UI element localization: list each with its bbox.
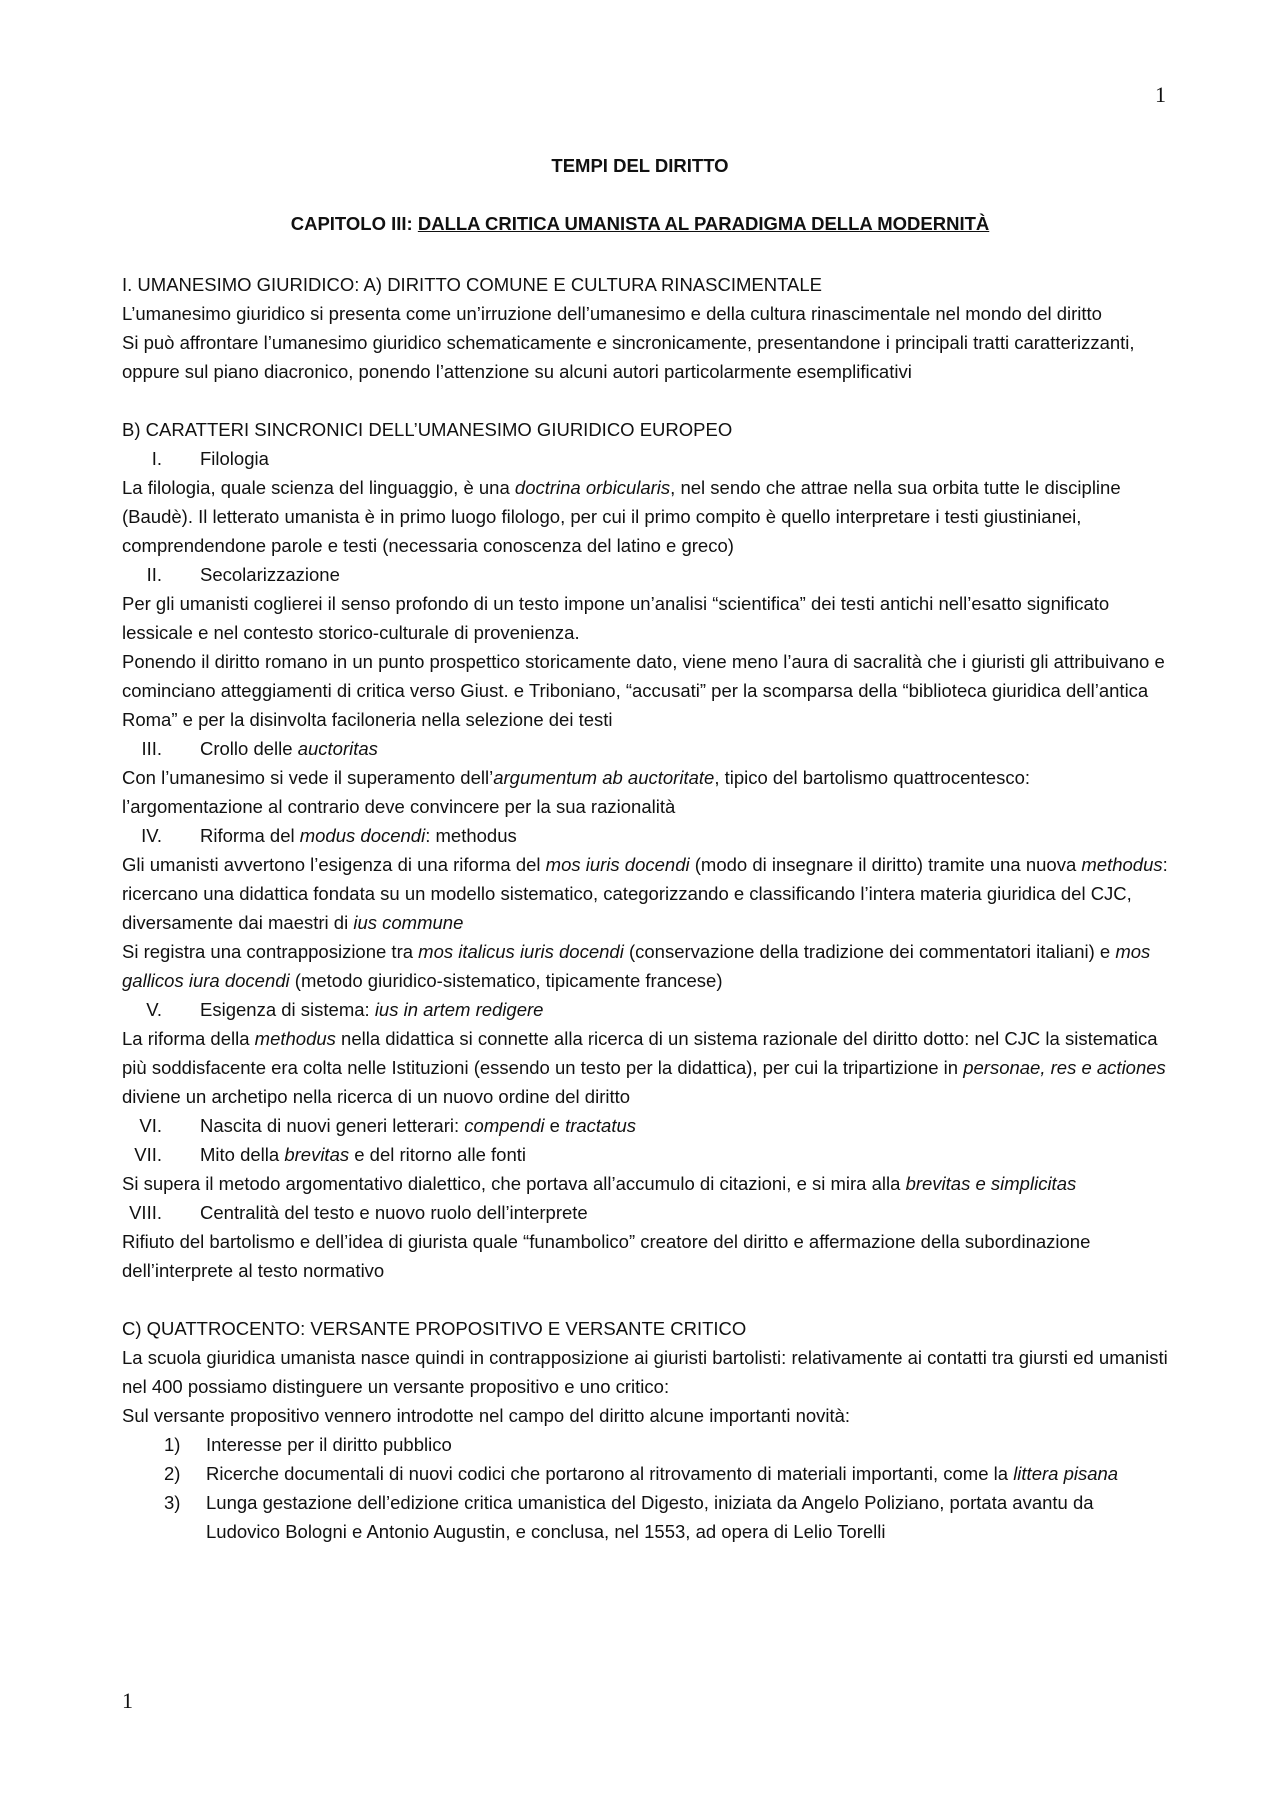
subheading-text: e	[544, 1115, 566, 1136]
italic-text: modus docendi	[299, 825, 426, 846]
page-number-bottom: 1	[122, 1688, 133, 1713]
text: nella didattica si connette alla ricerca di un sistema razionale del diritto dotto: nel CJC la sistematica più soddisfacente era colta nelle Istituzioni (essendo un testo per la didattica), per cui la tripartizione in	[122, 1028, 1158, 1078]
paragraph-brevitas	[122, 1169, 1172, 1198]
paragraph-filologia	[122, 473, 1172, 560]
list-number: 2)	[164, 1463, 181, 1484]
text: Si registra una contrapposizione tra	[122, 941, 419, 962]
italic-text: tractatus	[565, 1115, 637, 1136]
section-a-paragraph-1: L’umanesimo giuridico si presenta come un’irruzione dell’umanesimo e della cultura rinascimentale nel mondo del diritto	[122, 303, 1102, 324]
section-c-paragraph-1: La scuola giuridica umanista nasce quindi in contrapposizione ai giuristi bartolisti: relativamente ai contatti tra giursti ed umanisti nel 400 possiamo distinguere un versante propositivo e uno critico:	[122, 1347, 1168, 1397]
italic-text: brevitas	[284, 1144, 350, 1165]
roman-numeral: IV.	[141, 825, 162, 846]
text: (metodo giuridico-sistematico, tipicamente francese)	[289, 970, 723, 991]
section-c-heading: C) QUATTROCENTO: VERSANTE PROPOSITIVO E VERSANTE CRITICO	[122, 1318, 747, 1339]
roman-numeral: VII.	[134, 1144, 162, 1165]
spacer	[122, 386, 1172, 415]
roman-numeral: V.	[146, 999, 162, 1020]
subheading-text: Nascita di nuovi generi letterari:	[200, 1115, 465, 1136]
roman-numeral: II.	[146, 564, 162, 585]
text: Ricerche documentali di nuovi codici che portarono al ritrovamento di materiali importanti, come la	[206, 1463, 1014, 1484]
text: Si supera il metodo argomentativo dialettico, che portava all’accumulo di citazioni, e si mira alla	[122, 1173, 906, 1194]
text: (conservazione della tradizione dei commentatori italiani) e	[623, 941, 1116, 962]
subheading-generi-letterari	[122, 1111, 1172, 1140]
paragraph-secolarizzazione-1: Per gli umanisti coglierei il senso profondo di un testo impone un’analisi “scientifica” dei testi antichi nell’esatto significato lessicale e nel contesto storico-culturale di provenienza.	[122, 593, 1110, 643]
paragraph-secolarizzazione-2: Ponendo il diritto romano in un punto prospettico storicamente dato, viene meno l’aura di sacralità che i giuristi gli attribuivano e cominciano atteggiamenti di critica verso Giust. e Triboniano, “accusati” per la scomparsa della “biblioteca giuridica dell’antica Roma” e per la disinvolta faciloneria nella selezione dei testi	[122, 651, 1165, 730]
subheading-centralita-testo	[122, 1198, 1172, 1227]
roman-numeral: VIII.	[129, 1202, 162, 1223]
text: La riforma della	[122, 1028, 255, 1049]
subheading-secolarizzazione	[122, 560, 1172, 589]
italic-text: methodus	[254, 1028, 336, 1049]
list-item	[122, 1488, 1172, 1546]
subheading-modus-docendi	[122, 821, 1172, 850]
italic-text: ius commune	[353, 912, 464, 933]
subheading-text: Filologia	[200, 448, 269, 469]
page-number-top: 1	[1155, 82, 1166, 107]
italic-text: methodus	[1081, 854, 1163, 875]
text: Gli umanisti avvertono l’esigenza di una riforma del	[122, 854, 546, 875]
subheading-text: : methodus	[425, 825, 517, 846]
subheading-auctoritas	[122, 734, 1172, 763]
list-item	[122, 1430, 1172, 1459]
text: Con l’umanesimo si vede il superamento dell’	[122, 767, 494, 788]
paragraph-auctoritas	[122, 763, 1172, 821]
italic-text: littera pisana	[1013, 1463, 1119, 1484]
text: diviene un archetipo nella ricerca di un nuovo ordine del diritto	[122, 1086, 631, 1107]
paragraph-sistema	[122, 1024, 1172, 1111]
section-a-heading: I. UMANESIMO GIURIDICO: A) DIRITTO COMUNE E CULTURA RINASCIMENTALE	[122, 274, 822, 295]
chapter-prefix: CAPITOLO III:	[290, 213, 418, 234]
roman-numeral: VI.	[139, 1115, 162, 1136]
italic-text: argumentum ab auctoritate	[493, 767, 715, 788]
text: La filologia, quale scienza del linguaggio, è una	[122, 477, 515, 498]
subheading-text: Riforma del	[200, 825, 300, 846]
italic-text: mos italicus iuris docendi	[418, 941, 624, 962]
text: Lunga gestazione dell’edizione critica umanistica del Digesto, iniziata da Angelo Poliziano, portata avantu da Ludovico Bologni e Antonio Augustin, e conclusa, nel 1553, ad opera di Lelio Torelli	[206, 1492, 1094, 1542]
list-item	[122, 1459, 1172, 1488]
text: Interesse per il diritto pubblico	[206, 1434, 452, 1455]
chapter-heading	[0, 213, 1280, 235]
text: : ricercano una didattica fondata su un modello sistematico, categorizzando e classificando l’intera materia giuridica del CJC, diversamente dai maestri di	[122, 854, 1168, 933]
subheading-text: Secolarizzazione	[200, 564, 340, 585]
subheading-text: Mito della	[200, 1144, 285, 1165]
subheading-text: Centralità del testo e nuovo ruolo dell’interprete	[200, 1202, 588, 1223]
subheading-text: Esigenza di sistema:	[200, 999, 375, 1020]
italic-text: ius in artem redigere	[374, 999, 544, 1020]
text: , nel sendo che attrae nella sua orbita tutte le discipline (Baudè). Il letterato umanista è in primo luogo filologo, per cui il primo compito è quello interpretare i testi giustinianei, comprendendone parole e testi (necessaria conoscenza del latino e greco)	[122, 477, 1121, 556]
subheading-text: e del ritorno alle fonti	[349, 1144, 526, 1165]
italic-text: brevitas e simplicitas	[905, 1173, 1077, 1194]
subheading-sistema	[122, 995, 1172, 1024]
chapter-title: DALLA CRITICA UMANISTA AL PARADIGMA DELLA MODERNITÀ	[417, 213, 990, 234]
italic-text: auctoritas	[297, 738, 378, 759]
document-title: TEMPI DEL DIRITTO	[551, 155, 729, 176]
subheading-brevitas	[122, 1140, 1172, 1169]
text: , tipico del bartolismo quattrocentesco: l’argomentazione al contrario deve convincere per la sua razionalità	[122, 767, 1031, 817]
text: (modo di insegnare il diritto) tramite una nuova	[689, 854, 1082, 875]
italic-text: mos iuris docendi	[545, 854, 690, 875]
italic-text: mos gallicos iura docendi	[122, 941, 1151, 991]
subheading-filologia	[122, 444, 1172, 473]
paragraph-modus-docendi-1	[122, 850, 1172, 937]
roman-numeral: I.	[151, 448, 162, 469]
list-number: 1)	[164, 1434, 181, 1455]
italic-text: compendi	[464, 1115, 545, 1136]
document-body	[122, 270, 1172, 1546]
section-b-heading: B) CARATTERI SINCRONICI DELL’UMANESIMO GIURIDICO EUROPEO	[122, 419, 733, 440]
spacer	[122, 1285, 1172, 1314]
italic-text: doctrina orbicularis	[514, 477, 671, 498]
section-c-paragraph-2: Sul versante propositivo vennero introdotte nel campo del diritto alcune importanti novità:	[122, 1405, 851, 1426]
paragraph-centralita-testo: Rifiuto del bartolismo e dell’idea di giurista quale “funambolico” creatore del diritto e affermazione della subordinazione dell’interprete al testo normativo	[122, 1231, 1091, 1281]
list-number: 3)	[164, 1492, 181, 1513]
italic-text: personae, res e actiones	[963, 1057, 1166, 1078]
roman-numeral: III.	[141, 738, 162, 759]
subheading-text: Crollo delle	[200, 738, 298, 759]
paragraph-modus-docendi-2	[122, 937, 1172, 995]
section-a-paragraph-2: Si può affrontare l’umanesimo giuridico schematicamente e sincronicamente, presentandone i principali tratti caratterizzanti, oppure sul piano diacronico, ponendo l’attenzione su alcuni autori particolarmente esemplificativi	[122, 332, 1135, 382]
